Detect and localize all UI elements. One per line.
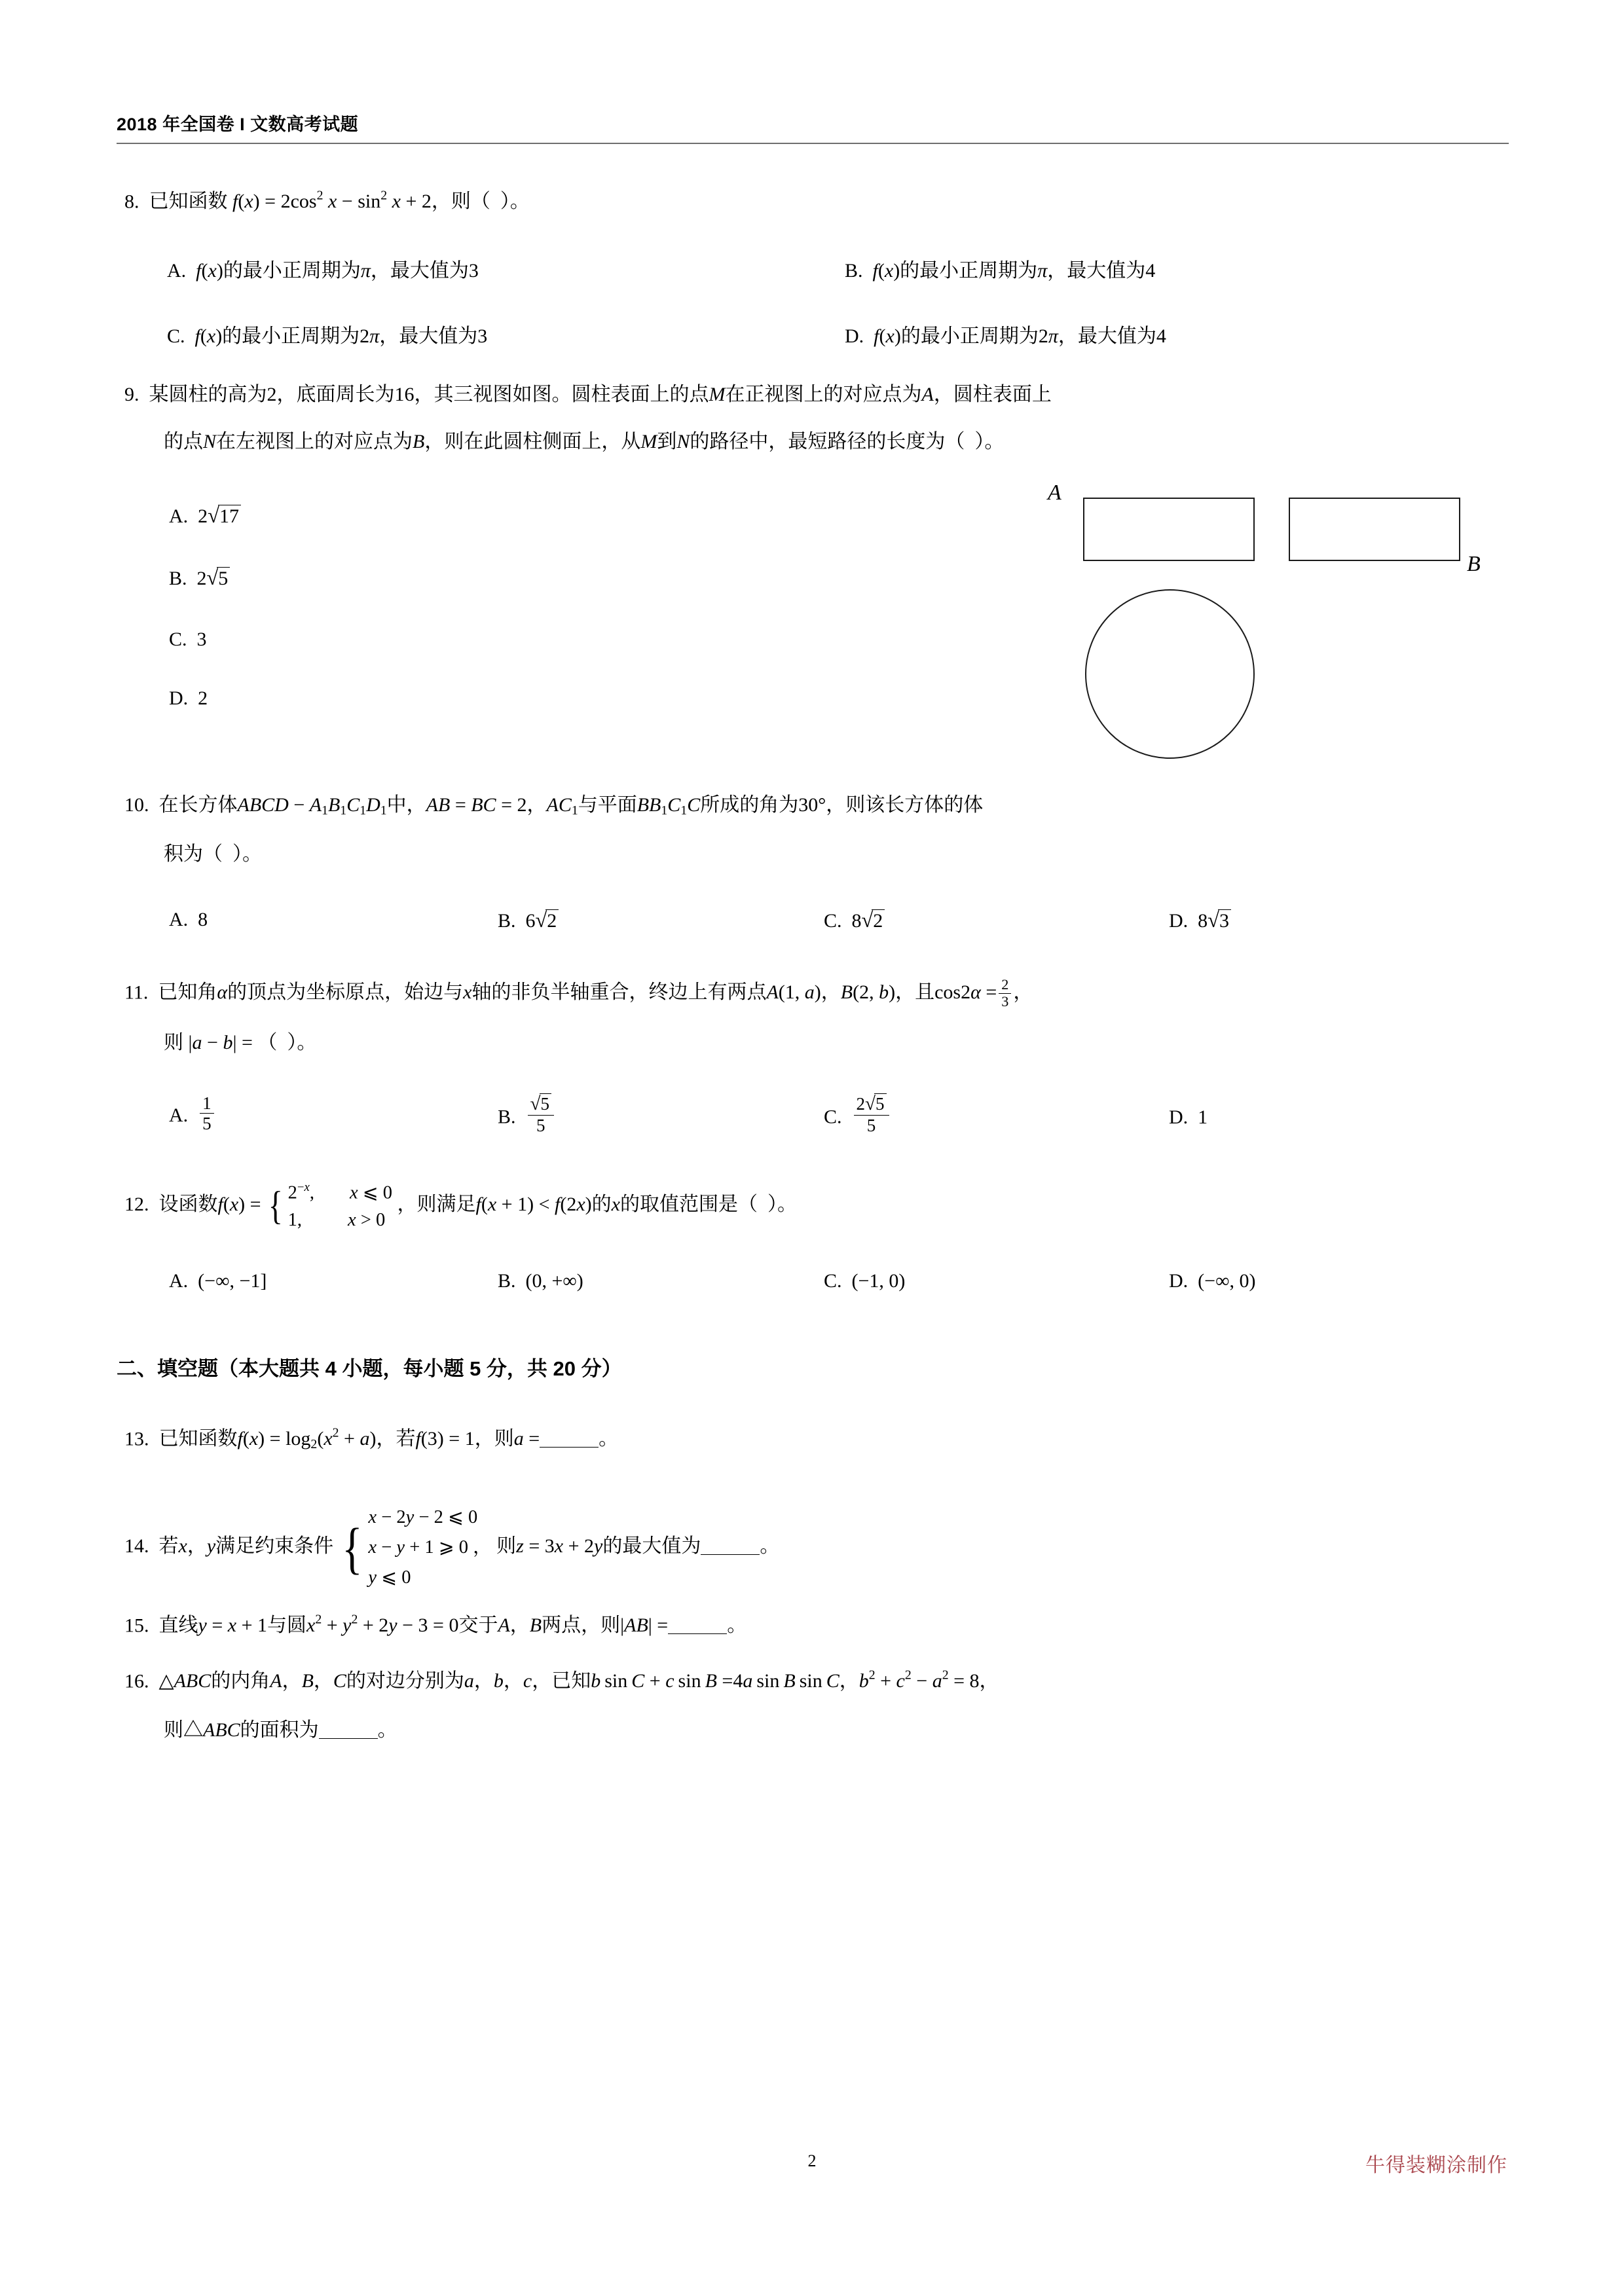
question-11-option-b: B. $\frac{√5}{5}$: [498, 1093, 556, 1135]
question-12-option-d: D. (−∞, 0): [1169, 1270, 1256, 1292]
question-10-option-d: D. 8√3: [1169, 909, 1231, 933]
question-15-answer-blank[interactable]: [668, 1614, 727, 1634]
question-12-stem: 12. 设函数f(x) = { $2^{-x}$, x ⩽ 0 1, x > 0 ，则满足f(x + 1) < f(2x)的x的取值范围是（ ）。: [124, 1178, 1526, 1233]
question-13-answer-blank[interactable]: [540, 1427, 599, 1448]
question-16-answer-blank[interactable]: [319, 1719, 378, 1739]
question-10-option-b-label: B.: [498, 910, 516, 932]
question-12-option-a: A. (−∞, −1]: [169, 1270, 267, 1292]
question-8-option-b-label: B.: [845, 260, 863, 282]
question-12-option-b-label: B.: [498, 1270, 516, 1292]
section-2-heading: 二、填空题（本大题共 4 小题，每小题 5 分，共 20 分）: [117, 1357, 622, 1380]
left-brace-icon: {: [268, 1183, 283, 1228]
question-15: 15. 直线y = x + 1与圆$x^2 + y^2 + 2y - 3 = 0$交于A，B两点，则|AB| = 。: [124, 1613, 747, 1637]
question-11-option-a: A. $\frac{1}{5}$: [169, 1093, 216, 1133]
question-12-option-b: B. (0, +∞): [498, 1270, 583, 1292]
question-12-option-c-label: C.: [824, 1270, 842, 1292]
question-11-option-b-label: B.: [498, 1106, 516, 1128]
question-10-option-c: C. 8√2: [824, 909, 885, 933]
question-13: 13. 已知函数$f(x) = \log_2(x^2 + a)$，若f(3) = 1，则a = 。: [124, 1426, 619, 1452]
question-10-option-b: B. 6√2: [498, 909, 559, 933]
question-9-option-d-label: D.: [169, 687, 189, 709]
question-10-option-a-label: A.: [169, 909, 189, 930]
watermark: 牛得装糊涂制作: [1365, 2155, 1507, 2176]
question-16-number: 16.: [124, 1670, 149, 1692]
question-15-number: 15.: [124, 1614, 149, 1637]
question-8-option-a-label: A.: [167, 260, 187, 282]
question-16-line-2: 则△ABC的面积为 。: [164, 1719, 397, 1741]
question-9-option-a: A. 2√17: [169, 504, 241, 528]
question-11-option-c-label: C.: [824, 1106, 842, 1128]
question-9-option-c: C. 3: [169, 629, 207, 650]
left-brace-icon: {: [341, 1516, 363, 1580]
question-14-number: 14.: [124, 1535, 149, 1558]
question-8-stem: [124, 190, 1513, 211]
question-8-number: 8.: [124, 191, 139, 213]
question-11-option-d-label: D.: [1169, 1106, 1189, 1128]
question-11-option-c: C. $\frac{2√5}{5}$: [824, 1093, 891, 1135]
header-divider: [117, 143, 1509, 144]
question-10-option-c-label: C.: [824, 910, 842, 932]
figure-front-view-rect: [1083, 498, 1255, 561]
question-9-line-2: 的点N在左视图上的对应点为B，则在此圆柱侧面上，从M到N的路径中，最短路径的长度为（ ）。: [164, 431, 1005, 452]
question-12-number: 12.: [124, 1194, 149, 1216]
figure-label-b: B: [1467, 552, 1481, 576]
question-9-option-c-label: C.: [169, 629, 187, 650]
question-14-constraints: { x − 2y − 2 ⩽ 0 x − y + 1 ⩾ 0 ， y ⩽ 0: [341, 1507, 492, 1588]
question-9-option-b-label: B.: [169, 568, 187, 589]
question-9-option-b: B. 2√5: [169, 566, 230, 591]
question-12-option-a-label: A.: [169, 1270, 189, 1292]
figure-side-view-rect: [1289, 498, 1460, 561]
question-9-number: 9.: [124, 384, 139, 405]
question-14-answer-blank[interactable]: [701, 1535, 760, 1555]
question-8-option-b: B. f(x)的最小正周期为π，最大值为4: [845, 260, 1156, 282]
question-10-line-1: 10. 在长方体ABCD − $A_1B_1C_1D_1$中，AB = BC = 2，$AC_1$与平面$BB_1C_1C$所成的角为30°，则该长方体的体: [124, 794, 984, 818]
question-11-line-2: 则 |a − b| = （ ）。: [164, 1032, 317, 1053]
question-9-figure: [1048, 481, 1506, 773]
question-11-option-a-label: A.: [169, 1104, 189, 1127]
question-8-stem-text: 已知函数 $f(x) = 2\cos^2$ $x - \sin^2 x + 2$，则（ ）。: [144, 189, 530, 213]
question-8-option-d-label: D.: [845, 325, 864, 347]
question-12-option-d-label: D.: [1169, 1270, 1189, 1292]
header-title: 2018 年全国卷 I 文数高考试题: [117, 115, 359, 134]
question-10-line-2: 积为（ ）。: [164, 843, 262, 865]
page-header: [117, 110, 1509, 136]
question-10-number: 10.: [124, 794, 149, 816]
question-11-line-1: 11. 已知角α的顶点为坐标原点，始边与x轴的非负半轴重合，终边上有两点A(1, a)，B(2, b)，且cos2α = $\frac{2}{3}$ ，: [124, 976, 1033, 1010]
question-13-number: 13.: [124, 1428, 149, 1450]
question-10-option-d-label: D.: [1169, 910, 1189, 932]
question-11-option-d: D. 1: [1169, 1106, 1208, 1128]
question-9-option-d: D. 2: [169, 687, 208, 709]
question-8-option-d: D. f(x)的最小正周期为2π，最大值为4: [845, 325, 1166, 347]
question-9-line-1: 9. 某圆柱的高为2，底面周长为16，其三视图如图。圆柱表面上的点M在正视图上的对应点为A，圆柱表面上: [124, 384, 1052, 405]
question-14: 14. 若x，y满足约束条件 { x − 2y − 2 ⩽ 0 x − y + 1 ⩾ 0 ， y ⩽ 0 则z = 3x + 2y的最大值为 。: [124, 1503, 1519, 1593]
question-8-option-a: A. f(x)的最小正周期为π，最大值为3: [167, 260, 479, 282]
question-9-option-a-label: A.: [169, 505, 189, 527]
question-8-option-c: C. f(x)的最小正周期为2π，最大值为3: [167, 325, 488, 347]
question-8-option-c-label: C.: [167, 325, 185, 347]
figure-top-view-circle: [1085, 589, 1255, 759]
question-10-option-a: A. 8: [169, 909, 208, 930]
question-11-number: 11.: [124, 981, 149, 1004]
page-number: 2: [807, 2151, 817, 2170]
question-12-option-c: C. (−1, 0): [824, 1270, 906, 1292]
figure-label-a: A: [1048, 481, 1061, 505]
question-12-piecewise: { $2^{-x}$, x ⩽ 0 1, x > 0: [268, 1180, 392, 1230]
question-16-line-1: 16. △ABC的内角A，B，C的对边分别为a，b，c，已知b sin C + c sin B =4a sin B sin C，$b^2 + c^2 - a^2 = 8$，: [124, 1668, 999, 1692]
